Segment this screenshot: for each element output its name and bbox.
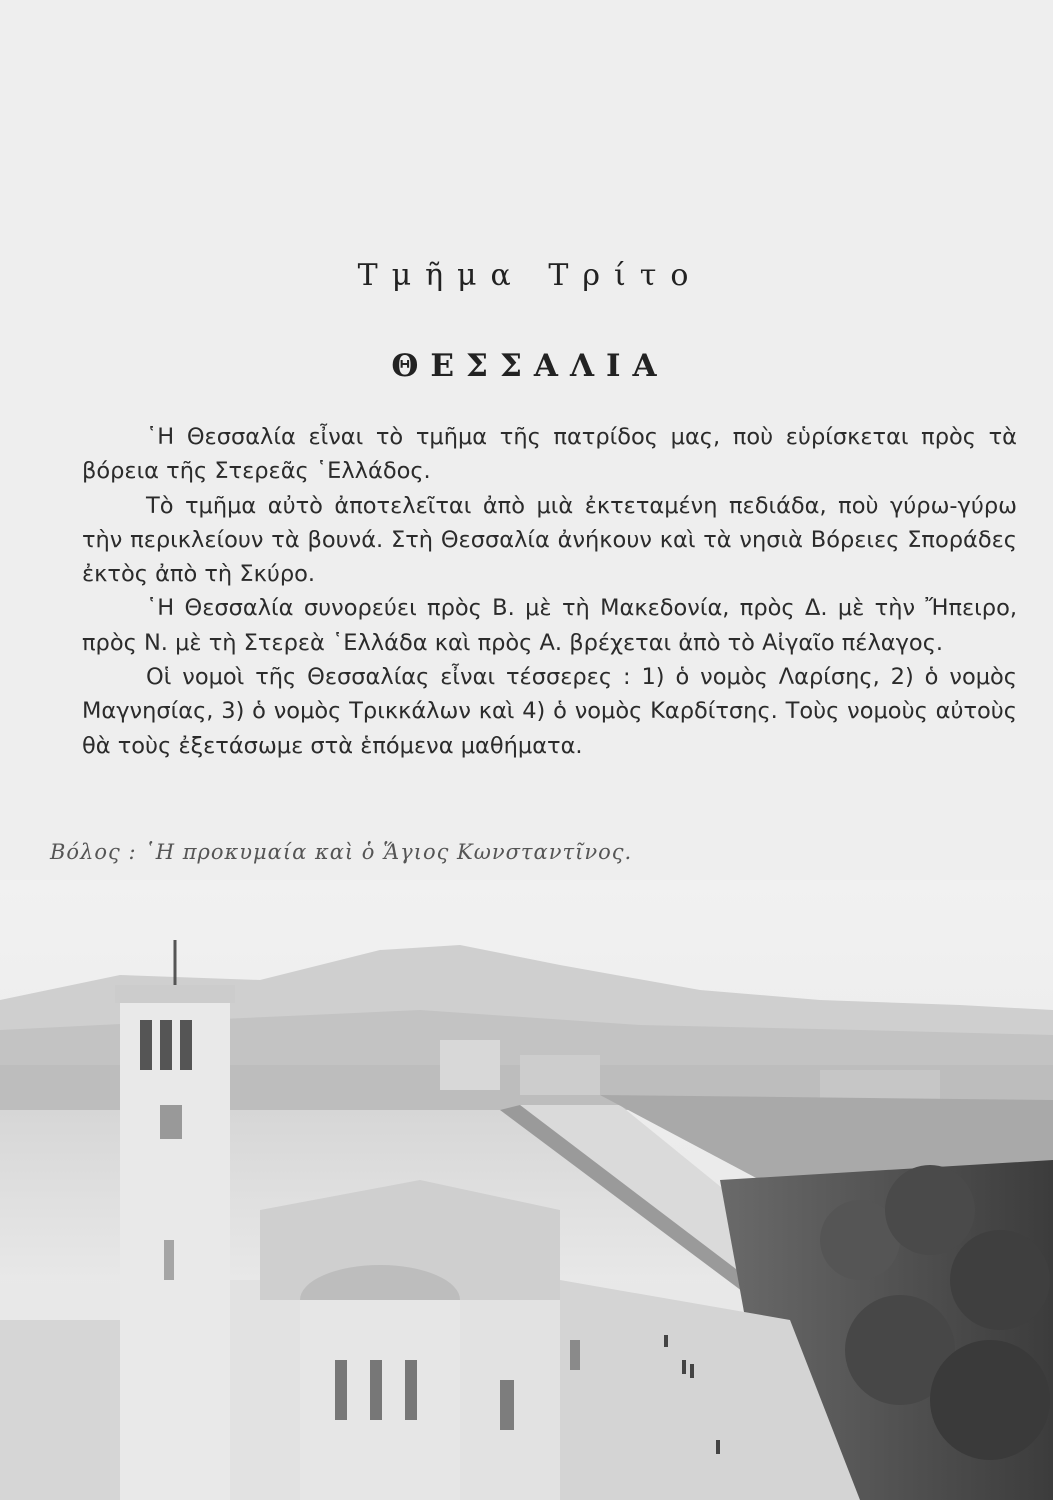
body-text [82,420,1017,763]
paragraph: ῾Η Θεσσαλία εἶναι τὸ τμῆμα τῆς πατρίδος μας, ποὺ εὑρίσκεται πρὸς τὰ βόρεια τῆς Στερεᾶς ῾Ελλάδος. [82,424,1017,485]
region-title: ΘΕΣΣΑΛΙΑ [391,348,669,384]
volos-waterfront-photo [0,880,1053,1500]
photo-caption: Βόλος : ῾Η προκυμαία καὶ ὁ Ἅγιος Κωνσταντῖνος. [50,840,633,864]
paragraph: ῾Η Θεσσαλία συνορεύει πρὸς Β. μὲ τὴ Μακεδονία, πρὸς Δ. μὲ τὴν Ἤπειρο, πρὸς Ν. μὲ τὴ Στερεὰ ῾Ελλάδα καὶ πρὸς Α. βρέχεται ἀπὸ τὸ Αἰγαῖο πέλαγος. [82,595,1017,656]
paragraph: Οἱ νομοὶ τῆς Θεσσαλίας εἶναι τέσσερες : 1) ὁ νομὸς Λαρίσης, 2) ὁ νομὸς Μαγνησίας, 3) ὁ νομὸς Τρικκάλων καὶ 4) ὁ νομὸς Καρδίτσης. Τοὺς νομοὺς αὐτοὺς θὰ τοὺς ἐξετάσωμε στὰ ἑπόμενα μαθήματα. [82,664,1017,759]
section-label: Τμῆμα Τρίτο [357,258,703,293]
paragraph: Τὸ τμῆμα αὐτὸ ἀποτελεῖται ἀπὸ μιὰ ἐκτεταμένη πεδιάδα, ποὺ γύρω-γύρω τὴν περικλείουν τὰ βουνά. Στὴ Θεσσαλία ἀνήκουν καὶ τὰ νησιὰ Βόρειες Σποράδες ἐκτὸς ἀπὸ τὴ Σκύρο. [82,492,1017,588]
